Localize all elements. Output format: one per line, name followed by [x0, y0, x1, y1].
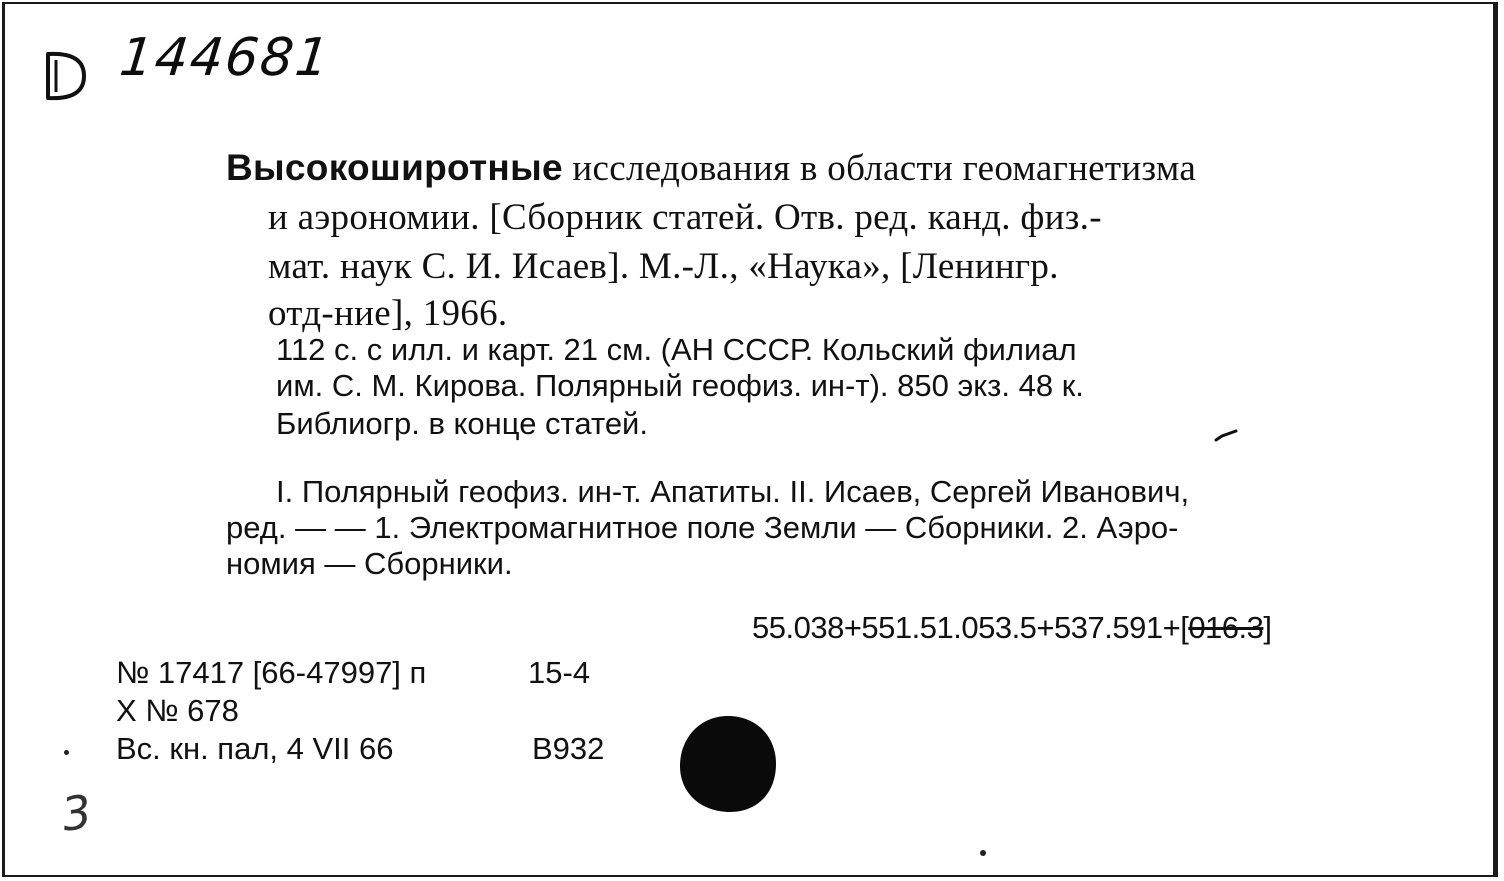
udc-classification [752, 610, 1272, 646]
accession-line-3: Вс. кн. пал, 4 VII 66 [116, 731, 394, 766]
udc-end: ] [1263, 610, 1272, 645]
collation-line-3: Библиогр. в конце статей. [276, 406, 648, 441]
tracing-line-1: I. Полярный геофиз. ин-т. Апатиты. II. Исаев, Сергей Иванович, [276, 474, 1190, 509]
title-bold: Высокоширотные [226, 147, 563, 188]
udc-struck: 016.3 [1188, 610, 1264, 645]
punched-hole [676, 712, 780, 816]
margin-dot-bottom [980, 850, 986, 856]
accession-line-2: X № 678 [116, 693, 239, 728]
entry-line-3: мат. наук С. И. Исаев]. М.-Л., «Наука», [Ленингр. [268, 246, 1059, 287]
accession-line-1-code: 15-4 [528, 655, 591, 690]
tracing-line-3: номия — Сборники. [226, 546, 513, 581]
handwritten-catalog-number: 144681 [116, 28, 334, 88]
entry-line-4: отд-ние], 1966. [268, 293, 508, 334]
collation-line-2: им. С. М. Кирова. Полярный геофиз. ин-т). 850 экз. 48 к. [276, 368, 1084, 403]
accession-line-1: № 17417 [66-47997] п [116, 655, 427, 690]
accession-line-3-code: В932 [532, 731, 605, 766]
handwritten-d-letter [40, 48, 92, 104]
check-mark [1212, 428, 1240, 444]
tracing-line-2: ред. — — 1. Электромагнитное поле Земли — Сборники. 2. Аэро- [226, 510, 1179, 545]
handwritten-mark: 3 [58, 784, 95, 842]
margin-dot [64, 750, 69, 755]
entry-line-2: и аэрономии. [Сборник статей. Отв. ред. канд. физ.- [268, 197, 1102, 238]
title-rest: исследования в области геомагнетизма [572, 148, 1197, 189]
udc-main: 55.038+551.51.053.5+537.591+[ [752, 610, 1189, 645]
entry-line-1 [226, 144, 1196, 193]
collation-line-1: 112 с. с илл. и карт. 21 см. (АН СССР. Кольский филиал [276, 332, 1077, 367]
